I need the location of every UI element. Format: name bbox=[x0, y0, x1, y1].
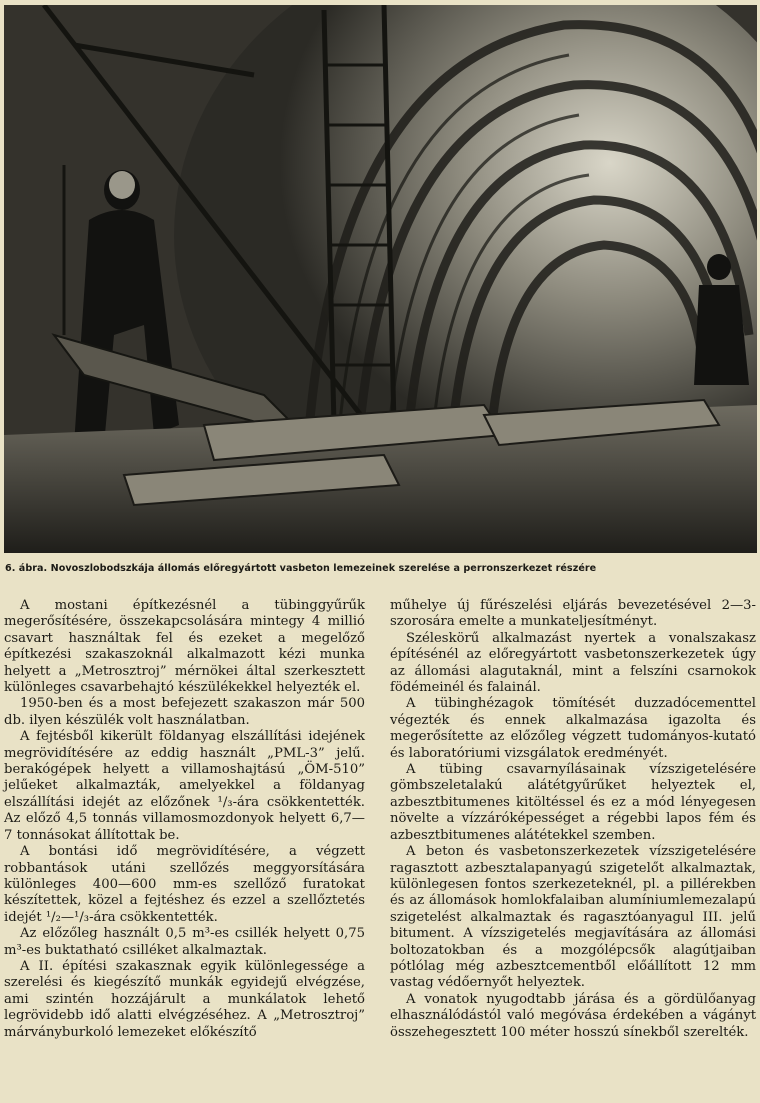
tunnel-construction-photo bbox=[4, 5, 757, 553]
paragraph: A II. építési szakasznak egyik különlegessége a szerelési és kiegészítő munkák egyidejű elvégzése, ami szintén hozzájárult a munkálatok lehető legrövidebb idő alatti elvégzéséhez. A „Metrosztroj” márványburkoló lemezeket előkészítő bbox=[4, 958, 365, 1040]
paragraph: A tübinghézagok tömítését duzzadócementtel végezték és ennek alkalmazása igazolta és megerősítette az előzőleg végzett tudományos-kutató és laboratóriumi vizsgálatok eredményét. bbox=[390, 696, 756, 761]
article-left-column bbox=[4, 598, 365, 1041]
paragraph: A vonatok nyugodtabb járása és a gördülőanyag elhasználódástól való megóvása érdekében a vágányt összehegesztett 100 méter hosszú sínekből szerelték. bbox=[390, 991, 756, 1040]
article-right-column bbox=[390, 598, 756, 1041]
paragraph-continuation: műhelye új fűrészelési eljárás bevezetésével 2—3-szorosára emelte a munkateljesítményt. bbox=[390, 598, 756, 630]
paragraph: A fejtésből kikerült földanyag elszállítási idejének megrövidítésére az eddig használt „PML-3” jelű. berakógépek helyett a villamoshajtású „ÖM-510” jelűeket alkalmazták, amelyekkel a földanyag elszállítási idejét az előzőnek ¹/₃-ára csökkentették. Az előző 4,5 tonnás villamosmozdonyok helyett 6,7—7 tonnásokat állítottak be. bbox=[4, 729, 365, 843]
paragraph: Széleskörű alkalmazást nyertek a vonalszakasz építésénél az előregyártott vasbetonszerkezetek úgy az állomási alagutaknál, mint a felszíni csarnokok födémeinél és falainál. bbox=[390, 630, 756, 696]
paragraph: A mostani építkezésnél a tübinggyűrűk megerősítésére, összekapcsolására mintegy 4 millió csavart használtak fel és ezeket a megelőző építkezési szakaszoknál alkalmazott kézi munka helyett a „Metrosztroj” mérnökei által szerkesztett különleges csavarbehajtó készülékekkel helyezték el. bbox=[4, 598, 365, 696]
figure-caption: 6. ábra. Novoszlobodszkája állomás előregyártott vasbeton lemezeinek szerelése a perronszerkezet részére bbox=[5, 563, 597, 574]
paragraph: A beton és vasbetonszerkezetek vízszigetelésére ragasztott azbesztalapanyagú szigetelőt alkalmaztak, különlegesen fontos szerkezeteknél, pl. a pillérekben és az állomások homlokfalaiban alumíniumlemezalapú szigetelést alkalmaztak és ragasztóanyagul III. jelű bitument. A vízszigetelés megjavítására az állomási boltozatokban és a mozgólépcsők alagútjaiban pótlólag még azbesztcementből előállított 12 mm vastag védőernyőt helyeztek. bbox=[390, 844, 756, 991]
paragraph: A tübing csavarnyílásainak vízszigetelésére gömbszeletalakú alátétgyűrűket helyeztek el, azbesztbitumenes kitöltéssel és ez a mód lényegesen növelte a vízzáróképességet a régebbi lapos fém és azbesztbitumenes alátétekkel szemben. bbox=[390, 762, 756, 843]
paragraph: A bontási idő megrövidítésére, a végzett robbantások utáni szellőzés meggyorsítására különleges 400—600 mm-es szellőző furatokat készítettek, közel a fejtéshez és ezzel a szellőztetés idejét ¹/₂—¹/₃-ára csökkentették. bbox=[4, 844, 365, 925]
paragraph: 1950-ben és a most befejezett szakaszon már 500 db. ilyen készülék volt használatban. bbox=[4, 696, 365, 728]
photo-illustration bbox=[4, 5, 757, 553]
paragraph: Az előzőleg használt 0,5 m³-es csillék helyett 0,75 m³-es buktatható csilléket alkalmaztak. bbox=[4, 926, 365, 958]
